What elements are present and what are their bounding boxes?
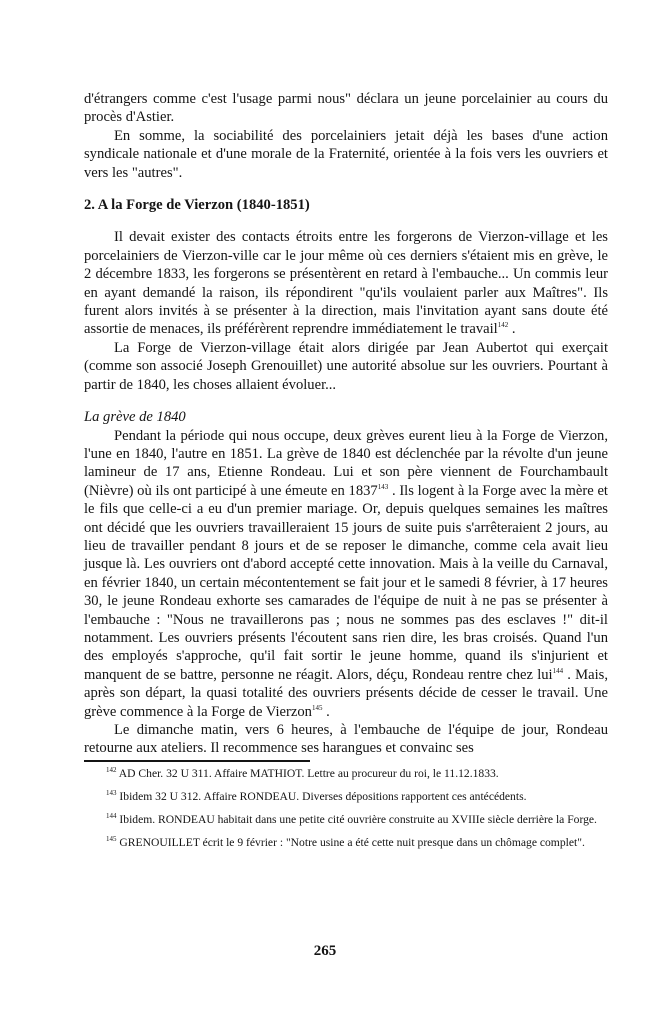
footnote-143: $^{143}$ Ibidem 32 U 312. Affaire RONDEAU. Diverses dépositions rapportent ces antécédents. bbox=[106, 789, 527, 804]
footnote-ref-144[interactable]: 144 bbox=[552, 666, 564, 675]
section-heading: 2. A la Forge de Vierzon (1840-1851) bbox=[84, 197, 310, 214]
footnote-ref-145[interactable]: 145 bbox=[311, 703, 323, 712]
paragraph-1: d'étrangers comme c'est l'usage parmi nous" déclara un jeune porcelainier au cours du procès d'Astier. bbox=[84, 91, 608, 126]
footnote-separator bbox=[84, 760, 310, 762]
paragraph-3: Il devait exister des contacts étroits entre les forgerons de Vierzon-village et les porcelainiers de Vierzon-ville car le jour même où ces derniers s'étaient mis en grève, le 2 décembre 1833, les forgerons se présentèrent en retard à l'embauche... Un commis leur en ayant demandé la raison, ils répondirent "qu'ils voulaient parler aux Maîtres". Ils furent alors invités à se présenter à la direction, mais l'invitation ayant sans doute été assortie de menaces, ils préférèrent reprendre immédiatement le travail$^{142}$ . bbox=[84, 229, 608, 338]
subheading: La grève de 1840 bbox=[84, 409, 186, 426]
footnote-ref-143[interactable]: 143 bbox=[377, 482, 389, 491]
page-number: 265 bbox=[313, 943, 337, 959]
footnote-144: $^{144}$ Ibidem. RONDEAU habitait dans une petite cité ouvrière construite au XVIIIe siècle derrière la Forge. bbox=[106, 812, 597, 827]
footnote-142: $^{142}$ AD Cher. 32 U 311. Affaire MATHIOT. Lettre au procureur du roi, le 11.12.1833. bbox=[106, 765, 499, 780]
footnote-145: $^{145}$ GRENOUILLET écrit le 9 février : "Notre usine a été cette nuit presque dans un chômage complet". bbox=[106, 835, 585, 850]
footnotes bbox=[84, 766, 608, 852]
paragraph-5: Pendant la période qui nous occupe, deux grèves eurent lieu à la Forge de Vierzon, l'une en 1840, l'autre en 1851. La grève de 1840 est déclenchée par la révolte d'un jeune lamineur de 17 ans, Etienne Rondeau. Lui et son père viennent de Fourchambault (Nièvre) où ils ont participé à une émeute en 1837$^{143}$ . Ils logent à la Forge avec la mère et le fils que celle-ci a eu d'un premier mariage. Or, depuis quelques semaines les maîtres ont décidé que les ouvriers travailleraient 15 jours de suite puis s'arrêteraient 2 jours, au lieu de travailler pendant 8 jours et de se reposer le dimanche, comme cela avait lieu jusque là. Les ouvriers ont d'abord accepté cette innovation. Mais à la veille du Carnaval, en février 1840, un certain mécontentement se fait jour et le samedi 8 février, à 17 heures 30, le jeune Rondeau exhorte ses camarades de l'équipe de nuit à ne pas se présenter à l'embauche : "Nous ne travaillerons pas ; nous ne sommes pas des esclaves !" dit-il notamment. Les ouvriers présents l'écoutent sans rien dire, les bras croisés. Quand l'un des employés s'approche, qu'il fait sortir le jeune homme, quand ils s'injurient et manquent de se battre, personne ne réagit. Alors, déçu, Rondeau rentre chez lui$^{144}$ . Mais, après son départ, la quasi totalité des ouvriers présents décide de cesser le travail. Une grève commence à la Forge de Vierzon$^{145}$ . bbox=[84, 427, 608, 720]
body-text bbox=[84, 90, 608, 859]
paragraph-4: La Forge de Vierzon-village était alors dirigée par Jean Aubertot qui exerçait (comme son associé Joseph Grenouillet) une autorité absolue sur les ouvriers. Pourtant à partir de 1840, les choses allaient évoluer... bbox=[84, 339, 608, 393]
footnote-ref-142[interactable]: 142 bbox=[497, 321, 509, 330]
paragraph-2: En somme, la sociabilité des porcelainiers jetait déjà les bases d'une action syndicale nationale et d'une morale de la Fraternité, orientée à la fois vers les ouvriers et vers les "autres". bbox=[84, 127, 608, 181]
paragraph-6: Le dimanche matin, vers 6 heures, à l'embauche de l'équipe de jour, Rondeau retourne aux ateliers. Il recommence ses harangues et convainc ses bbox=[84, 722, 608, 757]
